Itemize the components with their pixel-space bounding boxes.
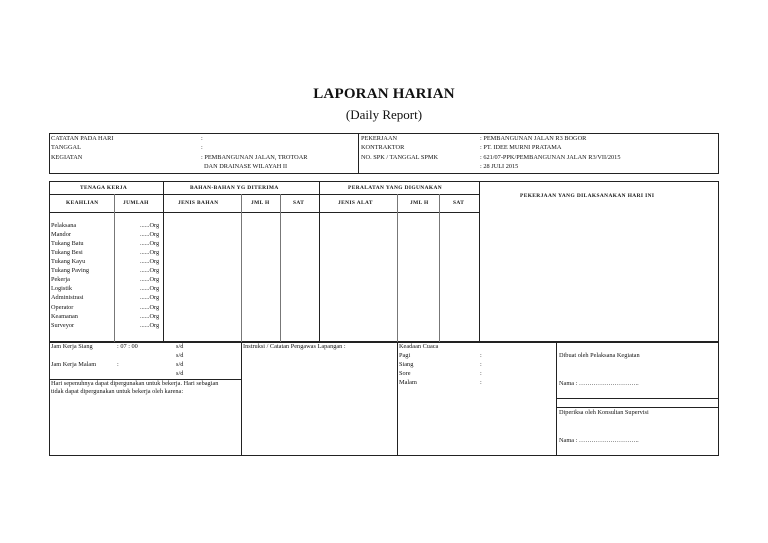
worker-count: ......Org <box>140 322 160 329</box>
worker-count: ......Org <box>140 222 160 229</box>
worker-name: Logistik <box>51 285 72 292</box>
info-divider <box>358 133 359 174</box>
subheader-jml-2: JML H <box>410 200 429 206</box>
header-bahan: BAHAN-BAHAN YG DITERIMA <box>190 185 279 191</box>
info-value-kegiatan: : PEMBANGUNAN JALAN, TROTOAR <box>201 154 308 161</box>
worker-name: Mandor <box>51 231 71 238</box>
subheader-sat: SAT <box>293 200 305 206</box>
col-line <box>479 181 480 342</box>
subheader-keahlian: KEAHLIAN <box>66 200 99 206</box>
worker-name: Keamanan <box>51 313 78 320</box>
jam-kerja-siang-label: Jam Kerja Siang <box>51 343 93 350</box>
cuaca-colon: : <box>480 370 482 377</box>
col-line <box>280 194 281 342</box>
report-title: LAPORAN HARIAN <box>313 86 455 102</box>
info-label-tanggal: TANGGAL <box>51 144 81 151</box>
dibuat-label: Dibuat oleh Pelaksana Kegiatan <box>559 352 640 359</box>
header-pekerjaan: PEKERJAAN YANG DILAKSANAKAN HARI INI <box>520 193 655 199</box>
diperiksa-label: Diperiksa oleh Konsultan Supervisi <box>559 409 649 416</box>
worker-count: ......Org <box>140 267 160 274</box>
sd-label: s/d <box>176 370 184 377</box>
worker-count: ......Org <box>140 276 160 283</box>
instruksi-label: Instruksi / Catatan Pengawas Lapangan : <box>243 343 346 350</box>
info-label-kegiatan: KEGIATAN <box>51 154 83 161</box>
jam-kerja-malam-value: : <box>117 361 119 368</box>
sd-label: s/d <box>176 352 184 359</box>
subheader-jenis-alat: JENIS ALAT <box>338 200 373 206</box>
worker-name: Administrasi <box>51 294 84 301</box>
worker-name: Pekerja <box>51 276 70 283</box>
worker-name: Pelaksana <box>51 222 77 229</box>
info-value-kegiatan-2: DAN DRAINASE WILAYAH II <box>204 163 288 170</box>
worker-count: ......Org <box>140 249 160 256</box>
worker-count: ......Org <box>140 231 160 238</box>
subheader-sat-2: SAT <box>453 200 465 206</box>
bottom-row-line <box>556 407 719 408</box>
worker-name: Operator <box>51 304 74 311</box>
cuaca-colon: : <box>480 352 482 359</box>
worker-name: Tukang Kayu <box>51 258 86 265</box>
jam-kerja-malam-label: Jam Kerja Malam <box>51 361 97 368</box>
worker-count: ......Org <box>140 240 160 247</box>
info-label-kontraktor: KONTRAKTOR <box>361 144 405 151</box>
bottom-col-line <box>241 342 242 456</box>
col-line <box>163 181 164 342</box>
subheader-jml: JML H <box>251 200 270 206</box>
hari-note: Hari sepenuhnya dapat dipergunakan untuk bekerja. Hari sebagian <box>51 380 219 387</box>
cuaca-label: Pagi <box>399 352 411 359</box>
col-line <box>397 194 398 342</box>
info-value-spk: : 621/07-PPK/PEMBANGUNAN JALAN R3/VII/2015 <box>480 154 621 161</box>
header-peralatan: PERALATAN YANG DIGUNAKAN <box>348 185 443 191</box>
subheader-jumlah: JUMLAH <box>123 200 149 206</box>
report-subtitle: (Daily Report) <box>345 107 423 122</box>
worker-count: ......Org <box>140 294 160 301</box>
info-label-hari: CATATAN PADA HARI <box>51 135 114 142</box>
cuaca-title: Keadaan Cuaca <box>399 343 439 350</box>
worker-count: ......Org <box>140 258 160 265</box>
bottom-col-line <box>397 342 398 456</box>
info-label-pekerjaan: PEKERJAAN <box>361 135 398 142</box>
sd-label: s/d <box>176 361 184 368</box>
bottom-col-line <box>556 342 557 456</box>
worker-name: Tukang Besi <box>51 249 83 256</box>
cuaca-colon: : <box>480 361 482 368</box>
cuaca-colon: : <box>480 379 482 386</box>
worker-name: Surveyor <box>51 322 75 329</box>
info-label-spk: NO. SPK / TANGGAL SPMK <box>361 154 438 161</box>
info-value-tanggal-spmk: : 28 JULI 2015 <box>480 163 519 170</box>
cuaca-label: Malam <box>399 379 417 386</box>
nama-konsultan: Nama : ……………………….. <box>559 437 639 444</box>
cuaca-label: Sore <box>399 370 411 377</box>
nama-pelaksana: Nama : ……………………….. <box>559 380 639 387</box>
cuaca-label: Siang <box>399 361 414 368</box>
worker-count: ......Org <box>140 304 160 311</box>
header-tenaga-kerja: TENAGA KERJA <box>80 185 128 191</box>
bottom-row-line <box>556 398 719 399</box>
worker-name: Tukang Paving <box>51 267 90 274</box>
info-value-hari: : <box>201 135 203 142</box>
col-line <box>114 194 115 342</box>
sd-label: s/d <box>176 343 184 350</box>
col-line <box>439 194 440 342</box>
info-value-pekerjaan: : PEMBANGUNAN JALAN R3 BOGOR <box>480 135 587 142</box>
subheader-jenis-bahan: JENIS BAHAN <box>178 200 219 206</box>
info-value-tanggal: : <box>201 144 203 151</box>
col-line <box>241 194 242 342</box>
col-line <box>319 181 320 342</box>
info-value-kontraktor: : PT. IDEE MURNI PRATAMA <box>480 144 562 151</box>
worker-count: ......Org <box>140 313 160 320</box>
jam-kerja-siang-value: : 07 : 00 <box>117 343 138 350</box>
hari-note-2: tidak dapat dipergunakan untuk bekerja oleh karena: <box>51 388 184 395</box>
worker-count: ......Org <box>140 285 160 292</box>
worker-name: Tukang Batu <box>51 240 84 247</box>
